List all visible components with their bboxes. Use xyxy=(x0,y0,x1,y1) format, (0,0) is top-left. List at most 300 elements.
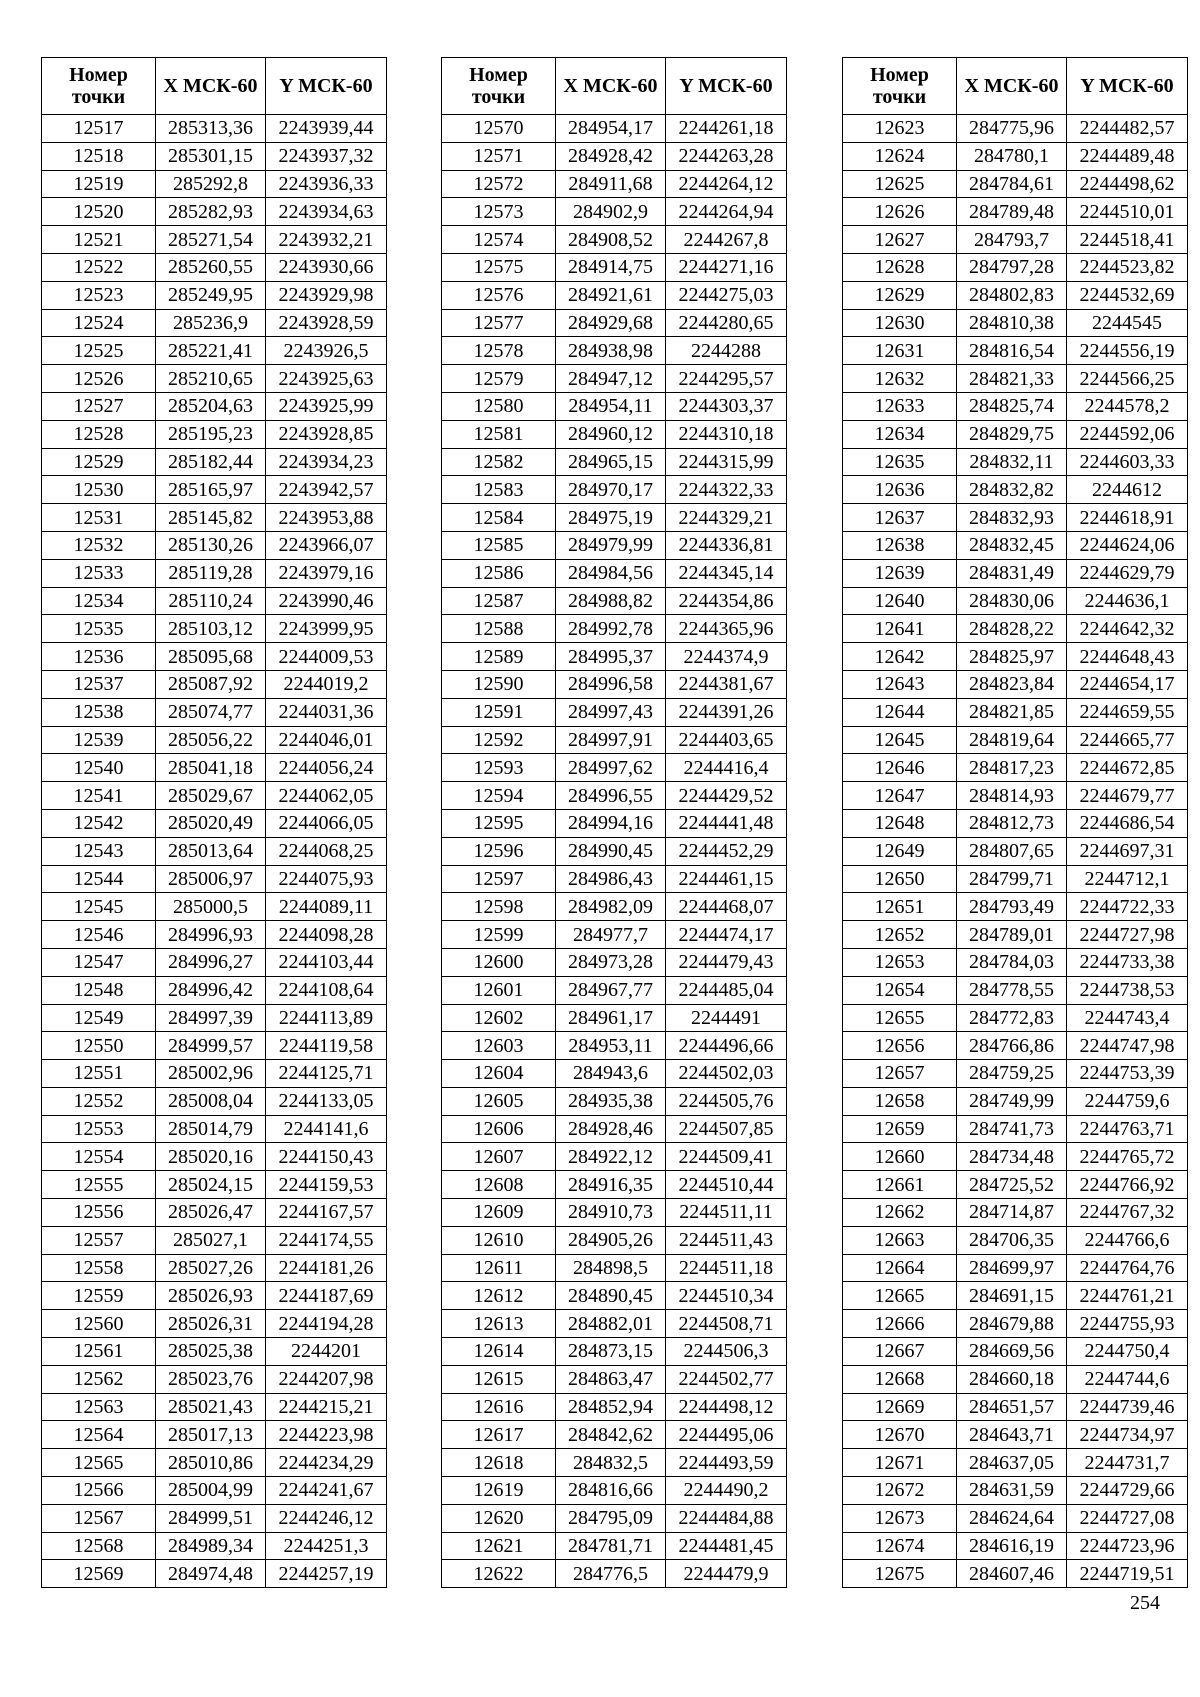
table-row xyxy=(442,754,787,782)
table-row xyxy=(843,837,1188,865)
point-number-cell: 12579 xyxy=(442,365,556,393)
table-row xyxy=(843,643,1188,671)
y-coordinate-cell: 2244068,25 xyxy=(266,837,387,865)
y-coordinate-cell: 2244496,66 xyxy=(666,1032,787,1060)
table-row xyxy=(42,476,387,504)
point-number-cell: 12573 xyxy=(442,198,556,226)
table-row xyxy=(42,837,387,865)
table-row xyxy=(843,1421,1188,1449)
x-coordinate-cell: 284776,5 xyxy=(556,1560,666,1588)
y-coordinate-cell: 2244518,41 xyxy=(1067,226,1188,254)
y-coordinate-cell: 2244654,17 xyxy=(1067,670,1188,698)
point-number-cell: 12572 xyxy=(442,170,556,198)
y-coordinate-cell: 2244763,71 xyxy=(1067,1115,1188,1143)
y-coordinate-cell: 2244441,48 xyxy=(666,809,787,837)
point-number-cell: 12631 xyxy=(843,337,957,365)
y-coordinate-cell: 2244719,51 xyxy=(1067,1560,1188,1588)
point-number-cell: 12575 xyxy=(442,253,556,281)
table-row xyxy=(42,1087,387,1115)
header-y-coordinate: Y МСК-60 xyxy=(1067,58,1188,115)
point-number-cell: 12596 xyxy=(442,837,556,865)
point-number-cell: 12623 xyxy=(843,115,957,143)
y-coordinate-cell: 2244491 xyxy=(666,1004,787,1032)
y-coordinate-cell: 2244103,44 xyxy=(266,948,387,976)
y-coordinate-cell: 2243990,46 xyxy=(266,587,387,615)
x-coordinate-cell: 284734,48 xyxy=(957,1143,1067,1171)
y-coordinate-cell: 2244223,98 xyxy=(266,1421,387,1449)
x-coordinate-cell: 284817,23 xyxy=(957,754,1067,782)
table-row xyxy=(843,1532,1188,1560)
y-coordinate-cell: 2244264,12 xyxy=(666,170,787,198)
point-number-cell: 12570 xyxy=(442,115,556,143)
y-coordinate-cell: 2244452,29 xyxy=(666,837,787,865)
point-number-cell: 12664 xyxy=(843,1254,957,1282)
point-number-cell: 12560 xyxy=(42,1310,156,1338)
table-row xyxy=(42,1032,387,1060)
table-row xyxy=(843,559,1188,587)
table-row xyxy=(442,1087,787,1115)
x-coordinate-cell: 284797,28 xyxy=(957,253,1067,281)
point-number-cell: 12521 xyxy=(42,226,156,254)
point-number-cell: 12601 xyxy=(442,976,556,1004)
y-coordinate-cell: 2244108,64 xyxy=(266,976,387,1004)
point-number-cell: 12666 xyxy=(843,1310,957,1338)
table-row xyxy=(843,1087,1188,1115)
y-coordinate-cell: 2244511,43 xyxy=(666,1226,787,1254)
table-row xyxy=(843,893,1188,921)
x-coordinate-cell: 284832,11 xyxy=(957,448,1067,476)
point-number-cell: 12559 xyxy=(42,1282,156,1310)
y-coordinate-cell: 2244046,01 xyxy=(266,726,387,754)
table-row xyxy=(442,1199,787,1227)
x-coordinate-cell: 284947,12 xyxy=(556,365,666,393)
point-number-cell: 12598 xyxy=(442,893,556,921)
x-coordinate-cell: 284624,64 xyxy=(957,1504,1067,1532)
point-number-cell: 12670 xyxy=(843,1421,957,1449)
table-row xyxy=(42,1532,387,1560)
point-number-cell: 12519 xyxy=(42,170,156,198)
point-number-cell: 12628 xyxy=(843,253,957,281)
y-coordinate-cell: 2244739,46 xyxy=(1067,1393,1188,1421)
x-coordinate-cell: 284772,83 xyxy=(957,1004,1067,1032)
x-coordinate-cell: 284921,61 xyxy=(556,281,666,309)
y-coordinate-cell: 2244510,01 xyxy=(1067,198,1188,226)
table-row xyxy=(442,893,787,921)
point-number-cell: 12580 xyxy=(442,392,556,420)
point-number-cell: 12622 xyxy=(442,1560,556,1588)
y-coordinate-cell: 2244159,53 xyxy=(266,1171,387,1199)
y-coordinate-cell: 2244257,19 xyxy=(266,1560,387,1588)
table-row xyxy=(442,1393,787,1421)
x-coordinate-cell: 284908,52 xyxy=(556,226,666,254)
point-number-cell: 12617 xyxy=(442,1421,556,1449)
table-row xyxy=(843,1171,1188,1199)
point-number-cell: 12538 xyxy=(42,698,156,726)
x-coordinate-cell: 284997,39 xyxy=(156,1004,266,1032)
table-row xyxy=(442,948,787,976)
table-row xyxy=(42,448,387,476)
table-row xyxy=(843,1199,1188,1227)
x-coordinate-cell: 284832,93 xyxy=(957,504,1067,532)
point-number-cell: 12581 xyxy=(442,420,556,448)
point-number-cell: 12600 xyxy=(442,948,556,976)
point-number-cell: 12607 xyxy=(442,1143,556,1171)
y-coordinate-cell: 2243932,21 xyxy=(266,226,387,254)
x-coordinate-cell: 284651,57 xyxy=(957,1393,1067,1421)
y-coordinate-cell: 2244201 xyxy=(266,1338,387,1366)
x-coordinate-cell: 285026,31 xyxy=(156,1310,266,1338)
point-number-cell: 12602 xyxy=(442,1004,556,1032)
x-coordinate-cell: 284825,74 xyxy=(957,392,1067,420)
point-number-cell: 12520 xyxy=(42,198,156,226)
x-coordinate-cell: 284965,15 xyxy=(556,448,666,476)
x-coordinate-cell: 284679,88 xyxy=(957,1310,1067,1338)
table-row xyxy=(442,1282,787,1310)
table-row xyxy=(843,698,1188,726)
x-coordinate-cell: 284916,35 xyxy=(556,1171,666,1199)
table-row xyxy=(442,504,787,532)
coordinate-table-3 xyxy=(842,57,1188,1588)
y-coordinate-cell: 2244113,89 xyxy=(266,1004,387,1032)
page-number: 254 xyxy=(1130,1592,1160,1614)
point-number-cell: 12528 xyxy=(42,420,156,448)
point-number-cell: 12562 xyxy=(42,1365,156,1393)
y-coordinate-cell: 2244556,19 xyxy=(1067,337,1188,365)
table-row xyxy=(42,142,387,170)
point-number-cell: 12668 xyxy=(843,1365,957,1393)
x-coordinate-cell: 285145,82 xyxy=(156,504,266,532)
x-coordinate-cell: 284982,09 xyxy=(556,893,666,921)
y-coordinate-cell: 2244264,94 xyxy=(666,198,787,226)
point-number-cell: 12571 xyxy=(442,142,556,170)
point-number-cell: 12609 xyxy=(442,1199,556,1227)
point-number-cell: 12633 xyxy=(843,392,957,420)
y-coordinate-cell: 2244141,6 xyxy=(266,1115,387,1143)
y-coordinate-cell: 2244759,6 xyxy=(1067,1087,1188,1115)
point-number-cell: 12597 xyxy=(442,865,556,893)
table-row xyxy=(843,170,1188,198)
y-coordinate-cell: 2244485,04 xyxy=(666,976,787,1004)
x-coordinate-cell: 285041,18 xyxy=(156,754,266,782)
y-coordinate-cell: 2244508,71 xyxy=(666,1310,787,1338)
x-coordinate-cell: 284905,26 xyxy=(556,1226,666,1254)
y-coordinate-cell: 2244261,18 xyxy=(666,115,787,143)
x-coordinate-cell: 284784,61 xyxy=(957,170,1067,198)
y-coordinate-cell: 2244150,43 xyxy=(266,1143,387,1171)
y-coordinate-cell: 2244686,54 xyxy=(1067,809,1188,837)
table-row xyxy=(843,142,1188,170)
point-number-cell: 12647 xyxy=(843,782,957,810)
point-number-cell: 12525 xyxy=(42,337,156,365)
table-row xyxy=(843,1004,1188,1032)
x-coordinate-cell: 284970,17 xyxy=(556,476,666,504)
point-number-cell: 12582 xyxy=(442,448,556,476)
x-coordinate-cell: 284928,42 xyxy=(556,142,666,170)
coordinate-table-1 xyxy=(41,57,387,1588)
point-number-cell: 12545 xyxy=(42,893,156,921)
point-number-cell: 12661 xyxy=(843,1171,957,1199)
header-y-coordinate: Y МСК-60 xyxy=(266,58,387,115)
point-number-cell: 12632 xyxy=(843,365,957,393)
table-row xyxy=(42,1338,387,1366)
x-coordinate-cell: 284938,98 xyxy=(556,337,666,365)
point-number-cell: 12555 xyxy=(42,1171,156,1199)
x-coordinate-cell: 285292,8 xyxy=(156,170,266,198)
y-coordinate-cell: 2244098,28 xyxy=(266,921,387,949)
x-coordinate-cell: 285103,12 xyxy=(156,615,266,643)
y-coordinate-cell: 2244743,4 xyxy=(1067,1004,1188,1032)
x-coordinate-cell: 284784,03 xyxy=(957,948,1067,976)
point-number-cell: 12639 xyxy=(843,559,957,587)
point-number-cell: 12616 xyxy=(442,1393,556,1421)
x-coordinate-cell: 284828,22 xyxy=(957,615,1067,643)
table-row xyxy=(442,698,787,726)
point-number-cell: 12536 xyxy=(42,643,156,671)
x-coordinate-cell: 284873,15 xyxy=(556,1338,666,1366)
table-header-row xyxy=(442,58,787,115)
x-coordinate-cell: 285006,97 xyxy=(156,865,266,893)
table-row xyxy=(42,226,387,254)
table-row xyxy=(42,531,387,559)
x-coordinate-cell: 284996,55 xyxy=(556,782,666,810)
y-coordinate-cell: 2244429,52 xyxy=(666,782,787,810)
table-row xyxy=(843,809,1188,837)
x-coordinate-cell: 284631,59 xyxy=(957,1477,1067,1505)
y-coordinate-cell: 2244738,53 xyxy=(1067,976,1188,1004)
x-coordinate-cell: 284928,46 xyxy=(556,1115,666,1143)
table-row xyxy=(42,948,387,976)
y-coordinate-cell: 2244624,06 xyxy=(1067,531,1188,559)
x-coordinate-cell: 284986,43 xyxy=(556,865,666,893)
x-coordinate-cell: 285236,9 xyxy=(156,309,266,337)
table-row xyxy=(442,115,787,143)
point-number-cell: 12672 xyxy=(843,1477,957,1505)
point-number-cell: 12644 xyxy=(843,698,957,726)
x-coordinate-cell: 284799,71 xyxy=(957,865,1067,893)
point-number-cell: 12619 xyxy=(442,1477,556,1505)
point-number-cell: 12537 xyxy=(42,670,156,698)
y-coordinate-cell: 2244509,41 xyxy=(666,1143,787,1171)
y-coordinate-cell: 2244009,53 xyxy=(266,643,387,671)
x-coordinate-cell: 284979,99 xyxy=(556,531,666,559)
table-row xyxy=(843,115,1188,143)
table-row xyxy=(42,587,387,615)
point-number-cell: 12563 xyxy=(42,1393,156,1421)
x-coordinate-cell: 284997,91 xyxy=(556,726,666,754)
table-row xyxy=(843,1504,1188,1532)
y-coordinate-cell: 2244416,4 xyxy=(666,754,787,782)
x-coordinate-cell: 284863,47 xyxy=(556,1365,666,1393)
table-header-row xyxy=(42,58,387,115)
table-row xyxy=(442,1477,787,1505)
point-number-cell: 12531 xyxy=(42,504,156,532)
y-coordinate-cell: 2244295,57 xyxy=(666,365,787,393)
x-coordinate-cell: 284831,49 xyxy=(957,559,1067,587)
point-number-cell: 12568 xyxy=(42,1532,156,1560)
table-row xyxy=(843,587,1188,615)
table-row xyxy=(843,281,1188,309)
table-row xyxy=(843,782,1188,810)
x-coordinate-cell: 284943,6 xyxy=(556,1060,666,1088)
coordinate-table-2 xyxy=(441,57,787,1588)
point-number-cell: 12659 xyxy=(843,1115,957,1143)
y-coordinate-cell: 2244075,93 xyxy=(266,865,387,893)
x-coordinate-cell: 284766,86 xyxy=(957,1032,1067,1060)
y-coordinate-cell: 2243928,85 xyxy=(266,420,387,448)
x-coordinate-cell: 284999,57 xyxy=(156,1032,266,1060)
table-row xyxy=(42,976,387,1004)
y-coordinate-cell: 2244336,81 xyxy=(666,531,787,559)
x-coordinate-cell: 284607,46 xyxy=(957,1560,1067,1588)
table-row xyxy=(42,1560,387,1588)
point-number-cell: 12517 xyxy=(42,115,156,143)
x-coordinate-cell: 284832,45 xyxy=(957,531,1067,559)
table-row xyxy=(442,837,787,865)
y-coordinate-cell: 2244648,43 xyxy=(1067,643,1188,671)
y-coordinate-cell: 2243936,33 xyxy=(266,170,387,198)
table-row xyxy=(843,531,1188,559)
x-coordinate-cell: 285008,04 xyxy=(156,1087,266,1115)
y-coordinate-cell: 2244365,96 xyxy=(666,615,787,643)
y-coordinate-cell: 2243999,95 xyxy=(266,615,387,643)
point-number-cell: 12650 xyxy=(843,865,957,893)
table-row xyxy=(42,281,387,309)
point-number-cell: 12518 xyxy=(42,142,156,170)
table-row xyxy=(843,754,1188,782)
point-number-cell: 12643 xyxy=(843,670,957,698)
table-row xyxy=(442,615,787,643)
y-coordinate-cell: 2244603,33 xyxy=(1067,448,1188,476)
point-number-cell: 12620 xyxy=(442,1504,556,1532)
x-coordinate-cell: 285056,22 xyxy=(156,726,266,754)
point-number-cell: 12667 xyxy=(843,1338,957,1366)
x-coordinate-cell: 284749,99 xyxy=(957,1087,1067,1115)
point-number-cell: 12673 xyxy=(843,1504,957,1532)
point-number-cell: 12527 xyxy=(42,392,156,420)
table-row xyxy=(42,893,387,921)
x-coordinate-cell: 285020,49 xyxy=(156,809,266,837)
table-row xyxy=(42,1477,387,1505)
x-coordinate-cell: 284821,33 xyxy=(957,365,1067,393)
x-coordinate-cell: 284996,27 xyxy=(156,948,266,976)
x-coordinate-cell: 284922,12 xyxy=(556,1143,666,1171)
x-coordinate-cell: 284960,12 xyxy=(556,420,666,448)
table-row xyxy=(42,643,387,671)
x-coordinate-cell: 285027,1 xyxy=(156,1226,266,1254)
table-row xyxy=(442,1171,787,1199)
point-number-cell: 12604 xyxy=(442,1060,556,1088)
y-coordinate-cell: 2244288 xyxy=(666,337,787,365)
y-coordinate-cell: 2244056,24 xyxy=(266,754,387,782)
y-coordinate-cell: 2244062,05 xyxy=(266,782,387,810)
table-row xyxy=(42,865,387,893)
y-coordinate-cell: 2244031,36 xyxy=(266,698,387,726)
x-coordinate-cell: 285004,99 xyxy=(156,1477,266,1505)
y-coordinate-cell: 2244747,98 xyxy=(1067,1032,1188,1060)
point-number-cell: 12567 xyxy=(42,1504,156,1532)
x-coordinate-cell: 284819,64 xyxy=(957,726,1067,754)
point-number-cell: 12654 xyxy=(843,976,957,1004)
x-coordinate-cell: 284929,68 xyxy=(556,309,666,337)
x-coordinate-cell: 285013,64 xyxy=(156,837,266,865)
table-row xyxy=(442,448,787,476)
y-coordinate-cell: 2244089,11 xyxy=(266,893,387,921)
table-row xyxy=(442,1504,787,1532)
x-coordinate-cell: 284789,01 xyxy=(957,921,1067,949)
x-coordinate-cell: 284984,56 xyxy=(556,559,666,587)
y-coordinate-cell: 2244764,76 xyxy=(1067,1254,1188,1282)
point-number-cell: 12549 xyxy=(42,1004,156,1032)
x-coordinate-cell: 285110,24 xyxy=(156,587,266,615)
y-coordinate-cell: 2244019,2 xyxy=(266,670,387,698)
x-coordinate-cell: 285024,15 xyxy=(156,1171,266,1199)
point-number-cell: 12621 xyxy=(442,1532,556,1560)
y-coordinate-cell: 2244767,32 xyxy=(1067,1199,1188,1227)
y-coordinate-cell: 2243930,66 xyxy=(266,253,387,281)
y-coordinate-cell: 2244545 xyxy=(1067,309,1188,337)
x-coordinate-cell: 285026,93 xyxy=(156,1282,266,1310)
point-number-cell: 12593 xyxy=(442,754,556,782)
table-row xyxy=(843,1282,1188,1310)
x-coordinate-cell: 284977,7 xyxy=(556,921,666,949)
table-row xyxy=(843,1143,1188,1171)
x-coordinate-cell: 284814,93 xyxy=(957,782,1067,810)
x-coordinate-cell: 285087,92 xyxy=(156,670,266,698)
table-row xyxy=(843,615,1188,643)
point-number-cell: 12592 xyxy=(442,726,556,754)
table-row xyxy=(42,1504,387,1532)
table-row xyxy=(42,809,387,837)
y-coordinate-cell: 2244731,7 xyxy=(1067,1449,1188,1477)
x-coordinate-cell: 284637,05 xyxy=(957,1449,1067,1477)
y-coordinate-cell: 2244493,59 xyxy=(666,1449,787,1477)
x-coordinate-cell: 285249,95 xyxy=(156,281,266,309)
table-row xyxy=(442,170,787,198)
point-number-cell: 12591 xyxy=(442,698,556,726)
y-coordinate-cell: 2243937,32 xyxy=(266,142,387,170)
point-number-cell: 12641 xyxy=(843,615,957,643)
table-row xyxy=(843,865,1188,893)
table-row xyxy=(42,115,387,143)
x-coordinate-cell: 285271,54 xyxy=(156,226,266,254)
x-coordinate-cell: 284832,5 xyxy=(556,1449,666,1477)
point-number-cell: 12635 xyxy=(843,448,957,476)
y-coordinate-cell: 2244241,67 xyxy=(266,1477,387,1505)
y-coordinate-cell: 2244498,12 xyxy=(666,1393,787,1421)
y-coordinate-cell: 2244403,65 xyxy=(666,726,787,754)
point-number-cell: 12590 xyxy=(442,670,556,698)
table-row xyxy=(442,1254,787,1282)
y-coordinate-cell: 2243925,63 xyxy=(266,365,387,393)
point-number-cell: 12524 xyxy=(42,309,156,337)
y-coordinate-cell: 2243925,99 xyxy=(266,392,387,420)
x-coordinate-cell: 284890,45 xyxy=(556,1282,666,1310)
point-number-cell: 12605 xyxy=(442,1087,556,1115)
y-coordinate-cell: 2243929,98 xyxy=(266,281,387,309)
point-number-cell: 12585 xyxy=(442,531,556,559)
y-coordinate-cell: 2244280,65 xyxy=(666,309,787,337)
y-coordinate-cell: 2244495,06 xyxy=(666,1421,787,1449)
x-coordinate-cell: 284973,28 xyxy=(556,948,666,976)
y-coordinate-cell: 2244510,34 xyxy=(666,1282,787,1310)
point-number-cell: 12603 xyxy=(442,1032,556,1060)
y-coordinate-cell: 2244345,14 xyxy=(666,559,787,587)
table-row xyxy=(442,865,787,893)
x-coordinate-cell: 285204,63 xyxy=(156,392,266,420)
table-row xyxy=(442,643,787,671)
x-coordinate-cell: 284759,25 xyxy=(957,1060,1067,1088)
y-coordinate-cell: 2244502,77 xyxy=(666,1365,787,1393)
